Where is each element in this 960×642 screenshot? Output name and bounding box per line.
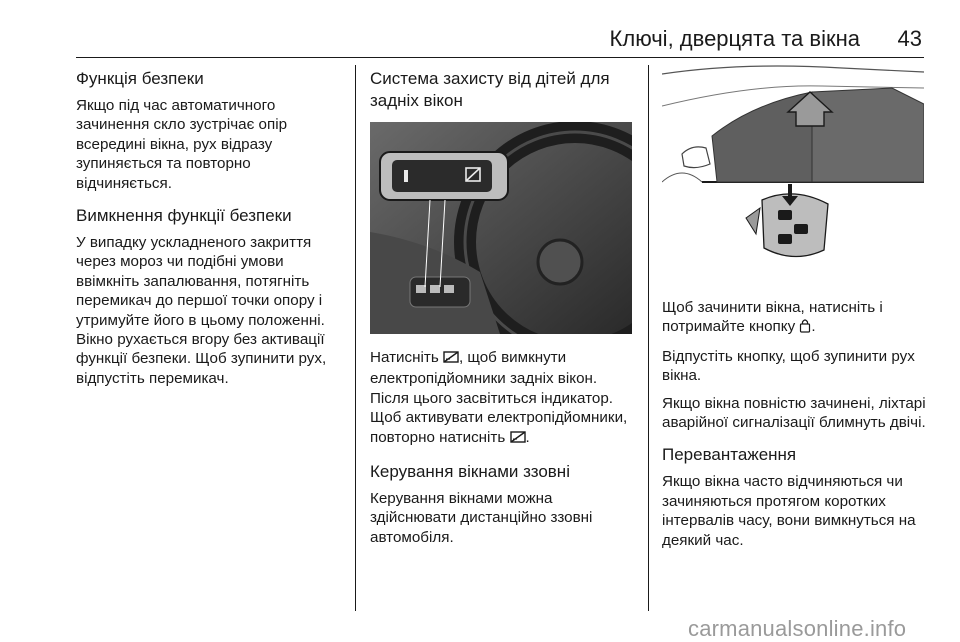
paragraph: Відпустіть кнопку, щоб зупинити рух вікна. — [662, 347, 915, 385]
header-rule — [76, 57, 924, 58]
paragraph: У випадку ускладненого закриття через мороз чи подібні умови ввімкніть запалювання, потягніть перемикач до першої точки опору і утримуйте його в цьому положенні. Вікно рухається вгору без активації функції безпеки. Щоб зупинити рух, відпустіть перемикач. — [76, 234, 327, 387]
paragraph: Якщо вікна часто відчиняються чи зачиняються протягом коротких інтервалів часу, вони вимкнуться на деякий час. — [662, 473, 916, 549]
page-number: 43 — [897, 26, 922, 51]
column-1 — [76, 68, 348, 396]
paragraph-child-lock-instructions: Натисніть , щоб вимкнути електропідйомники задніх вікон. Після цього засвітиться індикатор. Щоб активувати електропідйомники, повторно натисніть . — [370, 348, 635, 449]
section-heading-disable-safety: Вимкнення функції безпеки — [76, 206, 292, 226]
section-heading-safety-function: Функція безпеки — [76, 69, 204, 88]
paragraph: Якщо вікна повністю зачинені, ліхтарі аварійної сигналізації блимнуть двічі. — [662, 394, 926, 432]
paragraph: Керування вікнами можна здійснювати дистанційно ззовні автомобіля. — [370, 490, 593, 546]
car-window-key-illustration — [662, 64, 924, 290]
interior-illustration — [370, 122, 632, 334]
watermark: carmanualsonline.info — [688, 616, 907, 641]
column-3 — [662, 68, 927, 558]
key-lock-button-icon — [799, 318, 811, 338]
section-heading-child-lock: Система захисту від дітей для задніх вікон — [370, 69, 610, 110]
section-heading-overload: Перевантаження — [662, 445, 797, 465]
column-2 — [370, 68, 635, 555]
paragraph: Якщо під час автоматичного зачинення скло зустрічає опір всередині вікна, рух відразу зупиняється та повторно відчиняється. — [76, 97, 288, 192]
child-lock-photo — [370, 122, 632, 334]
paragraph-close-windows: Щоб зачинити вікна, натисніть і потримайте кнопку . — [662, 298, 927, 339]
section-heading-remote-window: Керування вікнами ззовні — [370, 462, 570, 482]
child-lock-window-icon — [510, 430, 526, 449]
column-divider — [355, 65, 356, 611]
child-lock-window-icon — [443, 350, 459, 369]
header-title: Ключі, дверцята та вікна — [609, 26, 860, 51]
column-divider — [648, 65, 649, 611]
